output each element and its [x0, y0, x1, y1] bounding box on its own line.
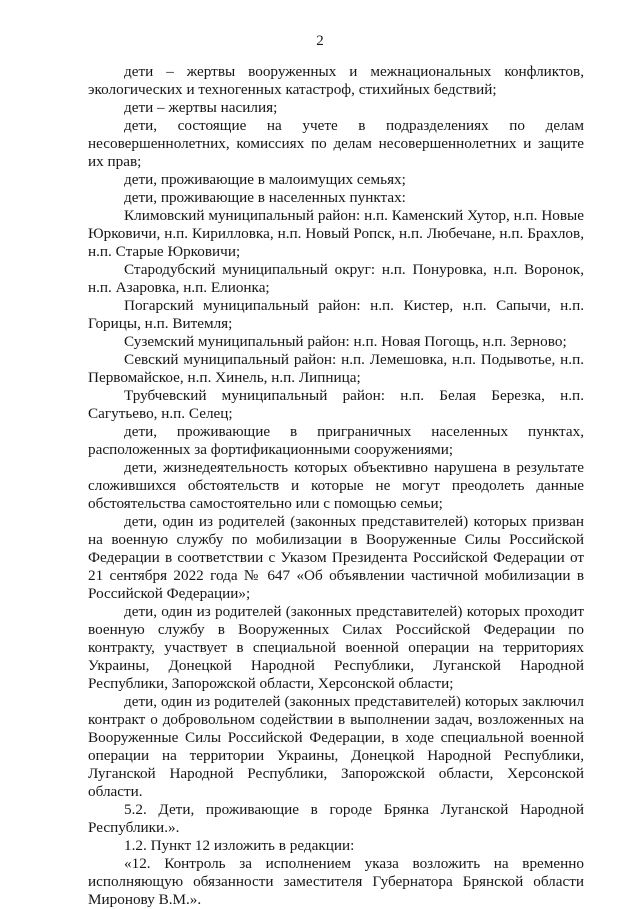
paragraph-settlements-intro: дети, проживающие в населенных пунктах:	[124, 189, 406, 206]
paragraph-starodubsky: Стародубский муниципальный округ: н.п. Понуровка, н.п. Воронок, н.п. Азаровка, н.п. Елионка;	[88, 261, 584, 296]
paragraph-contract-parent: дети, один из родителей (законных представителей) которых проходит военную службу в Вооруженных Силах Российской Федерации по контракту, участвует в специальной военной операции на территориях Украины, Донецкой Народной Республики, Луганской Народной Республики, Запорожской области, Херсонской области;	[88, 603, 584, 692]
page-number: 2	[316, 33, 324, 49]
paragraph-victims-conflicts: дети – жертвы вооруженных и межнациональных конфликтов, экологических и техногенных катастроф, стихийных бедствий;	[88, 63, 584, 98]
paragraph-difficult-circumstances: дети, жизнедеятельность которых объективно нарушена в результате сложившихся обстоятельств и которые не могут преодолеть данные обстоятельства самостоятельно или с помощью семьи;	[88, 459, 584, 512]
paragraph-item-12: «12. Контроль за исполнением указа возложить на временно исполняющую обязанности заместителя Губернатора Брянской области Миронову В.М.».	[88, 855, 584, 908]
paragraph-pogarsky: Погарский муниципальный район: н.п. Кистер, н.п. Сапычи, н.п. Горицы, н.п. Витемля;	[88, 297, 584, 332]
paragraph-mobilized-parent: дети, один из родителей (законных представителей) которых призван на военную службу по мобилизации в Вооруженные Силы Российской Федерации в соответствии с Указом Президента Российской Федерации от 21 сентября 2022 года № 647 «Об объявлении частичной мобилизации в Российской Федерации»;	[88, 513, 584, 602]
paragraph-low-income: дети, проживающие в малоимущих семьях;	[124, 171, 406, 188]
paragraph-border-settlements: дети, проживающие в приграничных населенных пунктах, расположенных за фортификационными сооружениями;	[88, 423, 584, 458]
paragraph-volunteer-parent: дети, один из родителей (законных представителей) которых заключил контракт о добровольном содействии в выполнении задач, возложенных на Вооруженные Силы Российской Федерации, в ходе специальной военной операции на территории Украины, Донецкой Народной Республики, Луганской Народной Республики, Запорожской области, Херсонской области.	[88, 693, 584, 800]
paragraph-item-5-2: 5.2. Дети, проживающие в городе Брянка Луганской Народной Республики.».	[88, 801, 584, 836]
paragraph-suzemsky: Суземский муниципальный район: н.п. Новая Погощь, н.п. Зерново;	[124, 333, 567, 350]
paragraph-sevsky: Севский муниципальный район: н.п. Лемешовка, н.п. Подывотье, н.п. Первомайское, н.п. Хинель, н.п. Липница;	[88, 351, 584, 386]
paragraph-registered-children: дети, состоящие на учете в подразделениях по делам несовершеннолетних, комиссиях по делам несовершеннолетних и защите их прав;	[88, 117, 584, 170]
paragraph-klimovsky: Климовский муниципальный район: н.п. Каменский Хутор, н.п. Новые Юрковичи, н.п. Кирилловка, н.п. Новый Ропск, н.п. Любечане, н.п. Брахлов, н.п. Старые Юрковичи;	[88, 207, 584, 260]
paragraph-trubchevsky: Трубчевский муниципальный район: н.п. Белая Березка, н.п. Сагутьево, н.п. Селец;	[88, 387, 584, 422]
document-body	[88, 63, 584, 909]
paragraph-item-1-2: 1.2. Пункт 12 изложить в редакции:	[124, 837, 355, 854]
paragraph-victims-violence: дети – жертвы насилия;	[124, 99, 278, 116]
